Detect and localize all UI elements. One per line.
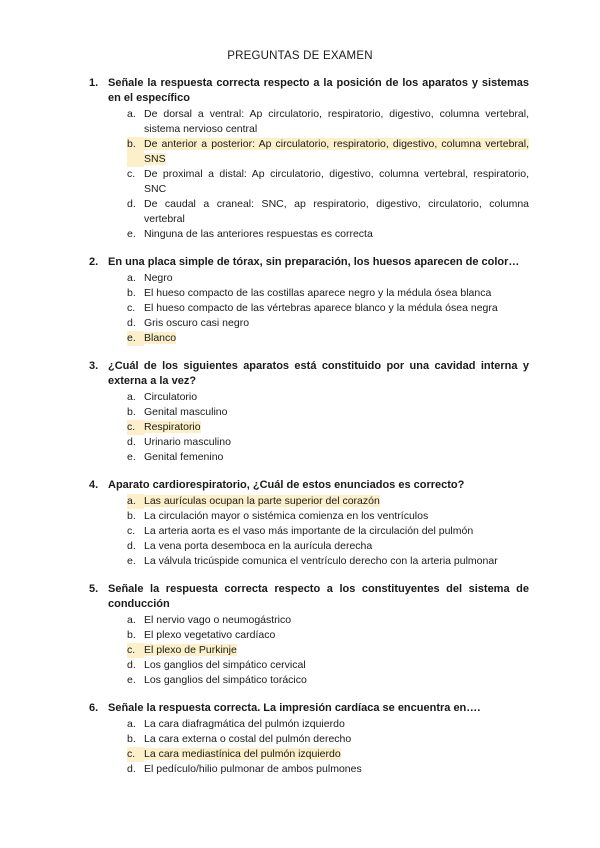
- option-letter: d.: [127, 198, 136, 210]
- option-letter: a.: [127, 272, 136, 284]
- option-letter: c.: [127, 168, 136, 180]
- option-text-content: El hueso compacto de las costillas aparece negro y la médula ósea blanca: [144, 287, 492, 299]
- question-header: [89, 478, 529, 493]
- option-text-content: Gris oscuro casi negro: [144, 317, 250, 329]
- answer-option-1-a: [127, 107, 529, 137]
- option-text-content: El plexo vegetativo cardíaco: [144, 629, 276, 641]
- option-text: [144, 331, 529, 346]
- option-text: [144, 286, 529, 301]
- answer-option-2-d: [127, 316, 529, 331]
- option-text-content: Los ganglios del simpático cervical: [144, 659, 306, 671]
- option-text: [144, 316, 529, 331]
- page-title: PREGUNTAS DE EXAMEN: [227, 50, 373, 62]
- option-text: [144, 658, 529, 673]
- answer-option-5-c-correct: [127, 643, 529, 658]
- option-text-content: El nervio vago o neumogástrico: [144, 614, 292, 626]
- option-text-content: La circulación mayor o sistémica comienza en los ventrículos: [144, 510, 429, 522]
- answer-options: [89, 717, 529, 777]
- question-text: En una placa simple de tórax, sin preparación, los huesos aparecen de color…: [108, 256, 520, 268]
- option-text: [144, 271, 529, 286]
- answer-option-6-b: [127, 732, 529, 747]
- option-letter: a.: [127, 614, 136, 626]
- option-text: [144, 435, 529, 450]
- option-text: [144, 524, 529, 539]
- option-letter: c.: [127, 525, 136, 537]
- option-text: [144, 405, 529, 420]
- answer-options: [89, 107, 529, 242]
- answer-option-6-d: [127, 762, 529, 777]
- answer-option-5-b: [127, 628, 529, 643]
- answer-option-3-d: [127, 435, 529, 450]
- question-6: [89, 701, 529, 777]
- option-text-content: De caudal a craneal: SNC, ap respiratorio, digestivo, circulatorio, columna vertebral: [144, 198, 529, 225]
- option-text: [144, 732, 529, 747]
- question-text: Señale la respuesta correcta respecto a los constituyentes del sistema de conducción: [108, 583, 529, 610]
- question-header: [89, 76, 529, 106]
- question-header: [89, 582, 529, 612]
- option-letter: b.: [127, 733, 136, 745]
- question-text: Señale la respuesta correcta. La impresión cardíaca se encuentra en….: [108, 702, 481, 714]
- answer-option-3-b: [127, 405, 529, 420]
- option-text-content: La cara externa o costal del pulmón derecho: [144, 733, 352, 745]
- option-text-content: La válvula tricúspide comunica el ventrículo derecho con la arteria pulmonar: [144, 555, 498, 567]
- answer-options: [89, 613, 529, 688]
- question-4: [89, 478, 529, 569]
- option-letter: b.: [127, 629, 136, 641]
- option-text-content: Ninguna de las anteriores respuestas es correcta: [144, 228, 373, 240]
- option-text-content: El pedículo/hilio pulmonar de ambos pulmones: [144, 763, 362, 775]
- option-text-content: De proximal a distal: Ap circulatorio, digestivo, columna vertebral, respiratorio, SNC: [144, 168, 529, 195]
- option-text-content: Blanco: [144, 332, 177, 344]
- answer-option-4-a-correct: [127, 494, 529, 509]
- question-number: 3.: [89, 360, 99, 372]
- answer-option-1-e: [127, 227, 529, 242]
- option-letter: a.: [127, 494, 144, 509]
- question-number: 1.: [89, 77, 99, 89]
- option-text: [144, 197, 529, 227]
- answer-option-4-b: [127, 509, 529, 524]
- option-letter: e.: [127, 451, 136, 463]
- question-1: [89, 76, 529, 242]
- option-text: [144, 673, 529, 688]
- question-header: [89, 359, 529, 389]
- option-text: [144, 762, 529, 777]
- answer-option-4-c: [127, 524, 529, 539]
- question-number: 6.: [89, 702, 99, 714]
- answer-option-4-d: [127, 539, 529, 554]
- answer-option-2-c: [127, 301, 529, 316]
- option-text: [144, 301, 529, 316]
- option-text: [144, 390, 529, 405]
- option-letter: c.: [127, 747, 144, 762]
- option-text: [144, 717, 529, 732]
- option-letter: e.: [127, 331, 144, 346]
- answer-option-2-a: [127, 271, 529, 286]
- question-text: Señale la respuesta correcta respecto a la posición de los aparatos y sistemas en el específico: [108, 77, 529, 104]
- question-text: ¿Cuál de los siguientes aparatos está constituido por una cavidad interna y externa a la vez?: [108, 360, 529, 387]
- answer-option-4-e: [127, 554, 529, 569]
- option-text: [144, 539, 529, 554]
- option-text: [144, 494, 529, 509]
- option-letter: b.: [127, 510, 136, 522]
- option-letter: a.: [127, 718, 136, 730]
- answer-option-1-c: [127, 167, 529, 197]
- option-letter: a.: [127, 108, 136, 120]
- answer-option-2-e-correct: [127, 331, 529, 346]
- answer-option-5-d: [127, 658, 529, 673]
- option-text-content: El plexo de Purkinje: [144, 644, 237, 656]
- question-header: [89, 701, 529, 716]
- option-letter: b.: [127, 406, 136, 418]
- option-text-content: Los ganglios del simpático torácico: [144, 674, 307, 686]
- answer-option-3-e: [127, 450, 529, 465]
- option-letter: b.: [127, 287, 136, 299]
- option-letter: d.: [127, 540, 136, 552]
- option-text-content: La cara diafragmática del pulmón izquierdo: [144, 718, 345, 730]
- option-text-content: La arteria aorta es el vaso más importante de la circulación del pulmón: [144, 525, 474, 537]
- question-2: [89, 255, 529, 346]
- option-letter: d.: [127, 763, 136, 775]
- option-text-content: Las aurículas ocupan la parte superior del corazón: [144, 495, 380, 507]
- option-letter: c.: [127, 420, 144, 435]
- question-number: 5.: [89, 583, 99, 595]
- option-text: [144, 509, 529, 524]
- answer-options: [89, 390, 529, 465]
- answer-option-6-a: [127, 717, 529, 732]
- option-text: [144, 643, 529, 658]
- answer-option-3-a: [127, 390, 529, 405]
- question-header: [89, 255, 529, 270]
- question-number: 2.: [89, 256, 99, 268]
- question-3: [89, 359, 529, 465]
- option-letter: c.: [127, 302, 136, 314]
- answer-option-5-a: [127, 613, 529, 628]
- option-text-content: De anterior a posterior: Ap circulatorio, respiratorio, digestivo, columna vertebral, SNS: [144, 138, 529, 165]
- option-text: [144, 747, 529, 762]
- option-text: [144, 107, 529, 137]
- option-text-content: La cara mediastínica del pulmón izquierdo: [144, 748, 341, 760]
- option-letter: e.: [127, 674, 136, 686]
- option-text-content: Urinario masculino: [144, 436, 231, 448]
- question-number: 4.: [89, 479, 99, 491]
- answer-option-3-c-correct: [127, 420, 529, 435]
- answer-options: [89, 271, 529, 346]
- question-5: [89, 582, 529, 688]
- answer-options: [89, 494, 529, 569]
- option-text-content: El hueso compacto de las vértebras aparece blanco y la médula ósea negra: [144, 302, 498, 314]
- answer-option-1-d: [127, 197, 529, 227]
- option-text-content: Negro: [144, 272, 173, 284]
- option-text-content: Genital masculino: [144, 406, 228, 418]
- option-text-content: Circulatorio: [144, 391, 198, 403]
- option-text: [144, 137, 529, 167]
- option-letter: b.: [127, 137, 144, 167]
- answer-option-6-c-correct: [127, 747, 529, 762]
- answer-option-1-b-correct: [127, 137, 529, 167]
- option-text: [144, 450, 529, 465]
- option-text: [144, 227, 529, 242]
- option-letter: c.: [127, 643, 144, 658]
- answer-option-2-b: [127, 286, 529, 301]
- option-letter: d.: [127, 659, 136, 671]
- option-text: [144, 420, 529, 435]
- option-text: [144, 628, 529, 643]
- option-text-content: Genital femenino: [144, 451, 224, 463]
- option-letter: d.: [127, 436, 136, 448]
- option-text: [144, 554, 529, 569]
- option-text-content: La vena porta desemboca en la aurícula derecha: [144, 540, 373, 552]
- question-list: [89, 76, 529, 790]
- option-letter: e.: [127, 228, 136, 240]
- option-letter: e.: [127, 555, 136, 567]
- option-text: [144, 167, 529, 197]
- option-text: [144, 613, 529, 628]
- question-text: Aparato cardiorespiratorio, ¿Cuál de estos enunciados es correcto?: [108, 479, 465, 491]
- option-text-content: De dorsal a ventral: Ap circulatorio, respiratorio, digestivo, columna vertebral, sistema nervioso central: [144, 108, 529, 135]
- option-text-content: Respiratorio: [144, 421, 201, 433]
- option-letter: a.: [127, 391, 136, 403]
- answer-option-5-e: [127, 673, 529, 688]
- option-letter: d.: [127, 317, 136, 329]
